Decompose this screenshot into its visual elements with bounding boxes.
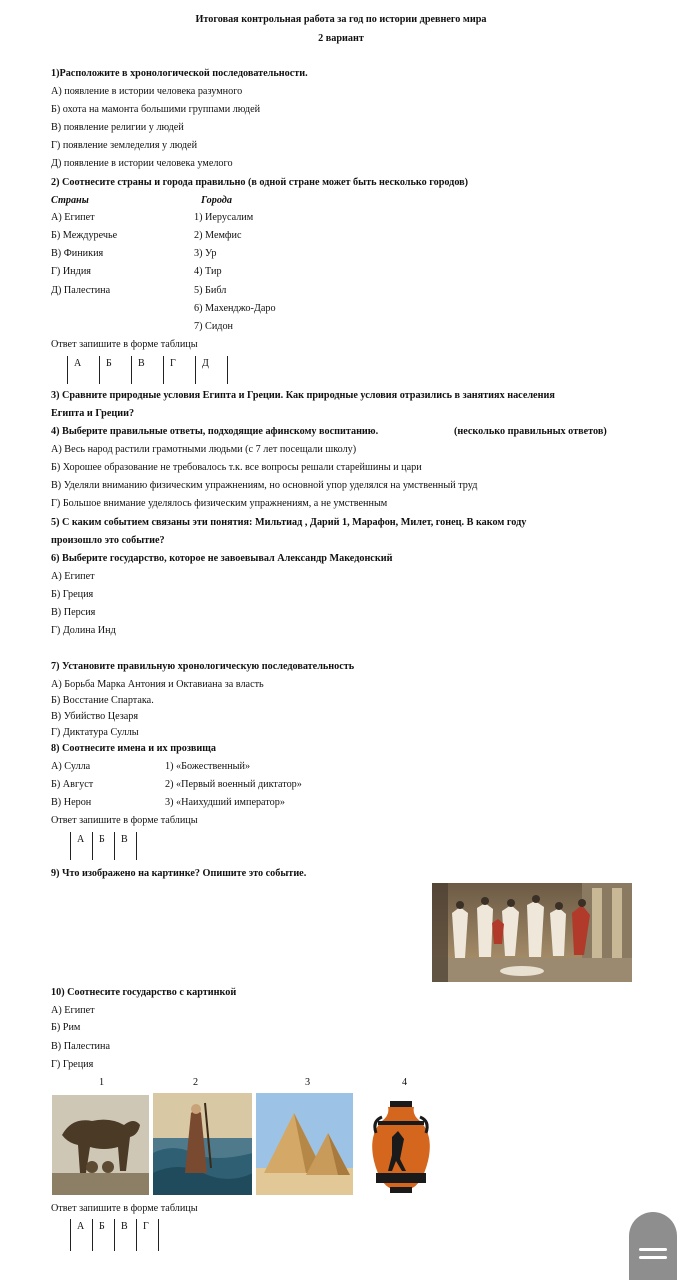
- menu-button[interactable]: [629, 1212, 677, 1280]
- q10-option: А) Египет: [51, 1005, 95, 1016]
- q10-option: В) Палестина: [51, 1041, 110, 1052]
- picture-4-greek-amphora: [364, 1093, 438, 1195]
- question-7-title: 7) Установите правильную хронологическую последовательность: [51, 661, 355, 672]
- question-8-title: 8) Соотнесите имена и их прозвища: [51, 743, 216, 754]
- q1-option: Д) появление в истории человека умелого: [51, 158, 233, 169]
- q8-name: В) Нерон: [51, 797, 92, 808]
- question-4-title: 4) Выберите правильные ответы, подходящие афинскому воспитанию.: [51, 426, 379, 437]
- answer-note: Ответ запишите в форме таблицы: [51, 339, 198, 350]
- answer-cell[interactable]: А: [71, 1219, 93, 1251]
- q8-name: Б) Август: [51, 779, 94, 790]
- q7-option: Б) Восстание Спартака.: [51, 695, 154, 706]
- answer-cell[interactable]: Д: [196, 356, 228, 384]
- question-10-title: 10) Соотнесите государство с картинкой: [51, 987, 237, 998]
- question-2-title: 2) Соотнесите страны и города правильно (в одной стране может быть несколько городов): [51, 177, 469, 188]
- picture-1-capitoline-wolf: [52, 1095, 149, 1195]
- painting-caesar-assassination: [432, 883, 632, 982]
- q4-option: А) Весь народ растили грамотными людьми (с 7 лет посещали школу): [51, 444, 357, 455]
- answer-cell[interactable]: Г: [164, 356, 196, 384]
- q10-option: Б) Рим: [51, 1022, 81, 1033]
- city-item: 6) Махенджо-Даро: [194, 303, 276, 314]
- question-5-line: 5) С каким событием связаны эти понятия: Мильтиад , Дарий 1, Марафон, Милет, гонец. В каком году: [51, 517, 527, 528]
- question-9-title: 9) Что изображено на картинке? Опишите это событие.: [51, 868, 307, 879]
- country-item: Г) Индия: [51, 266, 91, 277]
- answer-note: Ответ запишите в форме таблицы: [51, 1203, 198, 1214]
- picture-3-pyramids: [256, 1093, 353, 1195]
- city-item: 3) Ур: [194, 248, 217, 259]
- country-item: Д) Палестина: [51, 285, 111, 296]
- answer-cell[interactable]: А: [68, 356, 100, 384]
- q1-option: Б) охота на мамонта большими группами людей: [51, 104, 261, 115]
- question-1-title: 1)Расположите в хронологической последовательности.: [51, 68, 308, 79]
- question-6-title: 6) Выберите государство, которое не завоевывал Александр Македонский: [51, 553, 393, 564]
- document-title: Итоговая контрольная работа за год по истории древнего мира: [195, 14, 487, 25]
- q7-option: А) Борьба Марка Антония и Октавиана за власть: [51, 679, 264, 690]
- country-item: В) Финикия: [51, 248, 104, 259]
- q7-option: В) Убийство Цезаря: [51, 711, 139, 722]
- q8-nickname: 2) «Первый военный диктатор»: [165, 779, 302, 790]
- q8-nickname: 3) «Наихудший император»: [165, 797, 285, 808]
- q7-option: Г) Диктатура Суллы: [51, 727, 139, 738]
- q8-nickname: 1) «Божественный»: [165, 761, 251, 772]
- q6-option: А) Египет: [51, 571, 95, 582]
- picture-number: 1: [99, 1077, 105, 1088]
- question-4-hint: (несколько правильных ответов): [454, 426, 607, 437]
- city-item: 1) Иерусалим: [194, 212, 254, 223]
- q1-option: А) появление в истории человека разумного: [51, 86, 243, 97]
- question-3-line: 3) Сравните природные условия Египта и Греции. Как природные условия отразились в занятиях населения: [51, 390, 555, 401]
- picture-2-moses-parting-sea: [153, 1093, 252, 1195]
- q4-option: Б) Хорошее образование не требовалось т.к. все вопросы решали старейшины и цари: [51, 462, 422, 473]
- picture-number: 3: [305, 1077, 311, 1088]
- picture-number: 4: [402, 1077, 408, 1088]
- city-item: 4) Тир: [194, 266, 222, 277]
- answer-cell[interactable]: В: [115, 1219, 137, 1251]
- countries-header: Страны: [51, 195, 89, 206]
- q6-option: В) Персия: [51, 607, 96, 618]
- variant-label: 2 вариант: [318, 33, 364, 44]
- question-3-line: Египта и Греции?: [51, 408, 135, 419]
- city-item: 2) Мемфис: [194, 230, 242, 241]
- picture-number: 2: [193, 1077, 199, 1088]
- answer-cell[interactable]: А: [71, 832, 93, 860]
- question-5-line: произошло это событие?: [51, 535, 165, 546]
- cities-header: Города: [201, 195, 232, 206]
- country-item: Б) Междуречье: [51, 230, 118, 241]
- q1-option: В) появление религии у людей: [51, 122, 184, 133]
- answer-table-q8[interactable]: [70, 832, 137, 860]
- q4-option: Г) Большое внимание уделялось физическим упражнениям, а не умственным: [51, 498, 388, 509]
- answer-cell[interactable]: Г: [137, 1219, 159, 1251]
- city-item: 7) Сидон: [194, 321, 234, 332]
- answer-table-q2[interactable]: [67, 356, 228, 384]
- city-item: 5) Библ: [194, 285, 227, 296]
- q10-option: Г) Греция: [51, 1059, 94, 1070]
- country-item: А) Египет: [51, 212, 95, 223]
- answer-cell[interactable]: В: [132, 356, 164, 384]
- answer-note: Ответ запишите в форме таблицы: [51, 815, 198, 826]
- q1-option: Г) появление земледелия у людей: [51, 140, 198, 151]
- answer-cell[interactable]: Б: [93, 1219, 115, 1251]
- answer-cell[interactable]: В: [115, 832, 137, 860]
- q8-name: А) Сулла: [51, 761, 91, 772]
- q6-option: Г) Долина Инд: [51, 625, 116, 636]
- answer-table-q10[interactable]: [70, 1219, 159, 1251]
- answer-cell[interactable]: Б: [100, 356, 132, 384]
- q6-option: Б) Греция: [51, 589, 94, 600]
- answer-cell[interactable]: Б: [93, 832, 115, 860]
- q4-option: В) Уделяли вниманию физическим упражнениям, но основной упор уделялся на умственный труд: [51, 480, 478, 491]
